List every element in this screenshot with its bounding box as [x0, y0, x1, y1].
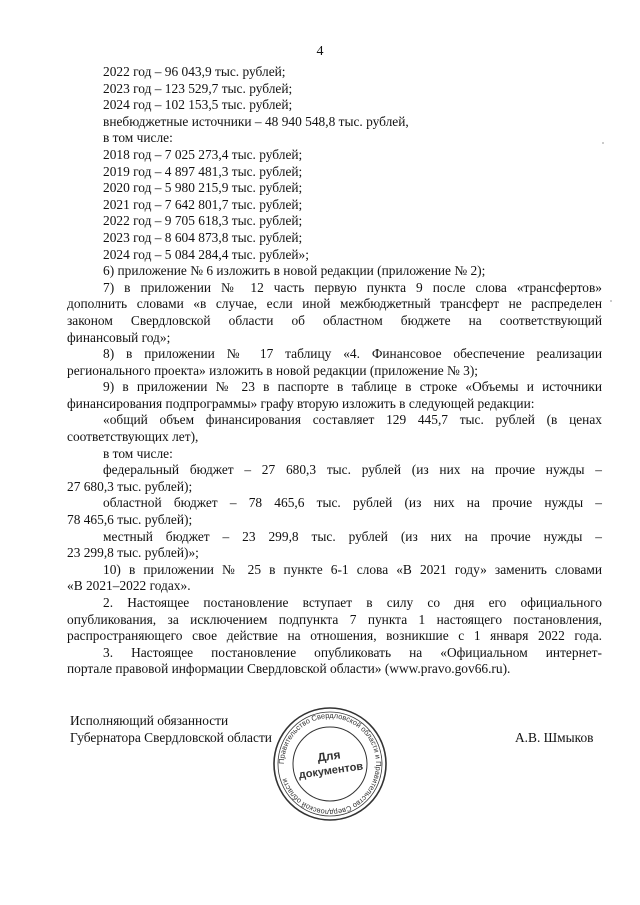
text-line: в том числе: — [103, 130, 173, 146]
text-line: 2018 год – 7 025 273,4 тыс. рублей; — [103, 146, 303, 162]
text-line: «В 2021–2022 годах». — [67, 578, 191, 594]
text-line: дополнить словами «в случае, если иной межбюджетный трансферт не распределен — [67, 296, 602, 312]
text-line: 2022 год – 9 705 618,3 тыс. рублей; — [103, 213, 303, 229]
official-seal — [270, 704, 390, 824]
signatory-title-line2: Губернатора Свердловской области — [70, 730, 272, 745]
text-line: местный бюджет – 23 299,8 тыс. рублей (из них на прочие нужды – — [103, 528, 602, 544]
text-line: «общий объем финансирования составляет 129 445,7 тыс. рублей (в ценах — [103, 412, 602, 428]
seal-ring-textpath: Правительство Свердловской области и Правительство Свердловской области — [276, 710, 384, 818]
text-line: 78 465,6 тыс. рублей); — [67, 512, 193, 528]
signatory-title-line1: Исполняющий обязанности — [70, 713, 229, 728]
text-line: 3. Настоящее постановление опубликовать на «Официальном интернет- — [103, 644, 602, 660]
text-line: 2023 год – 8 604 873,8 тыс. рублей; — [103, 229, 303, 245]
scan-speck — [610, 300, 612, 302]
text-line: областной бюджет – 78 465,6 тыс. рублей (из них на прочие нужды – — [103, 495, 602, 511]
text-line: 8) в приложении № 17 таблицу «4. Финансовое обеспечение реализации — [103, 346, 602, 362]
text-line: 2021 год – 7 642 801,7 тыс. рублей; — [103, 196, 303, 212]
document-body — [67, 64, 602, 678]
seal-center-line1: Для — [316, 747, 342, 765]
text-line: в том числе: — [103, 445, 173, 461]
text-line: 27 680,3 тыс. рублей); — [67, 478, 193, 494]
text-line: законом Свердловской области об областном бюджете на соответствующий — [67, 312, 602, 328]
seal-center-line2: документов — [298, 760, 364, 782]
text-line: портале правовой информации Свердловской области» (www.pravo.gov66.ru). — [67, 661, 511, 677]
page-number: 4 — [316, 44, 324, 59]
text-line: 23 299,8 тыс. рублей)»; — [67, 545, 199, 561]
text-line: федеральный бюджет – 27 680,3 тыс. рублей (из них на прочие нужды – — [103, 462, 602, 478]
text-line: 2024 год – 102 153,5 тыс. рублей; — [103, 97, 293, 113]
text-line: 2020 год – 5 980 215,9 тыс. рублей; — [103, 180, 303, 196]
text-line: 6) приложение № 6 изложить в новой редакции (приложение № 2); — [103, 263, 486, 279]
text-line: 2. Настоящее постановление вступает в силу со дня его официального — [103, 595, 602, 610]
text-line: 2022 год – 96 043,9 тыс. рублей; — [103, 64, 286, 79]
text-line: финансирования подпрограммы» графу вторую изложить в следующей редакции: — [67, 395, 535, 411]
text-line: 9) в приложении № 23 в паспорте в таблице в строке «Объемы и источники — [103, 379, 602, 395]
text-line: 10) в приложении № 25 в пункте 6-1 слова «В 2021 году» заменить словами — [103, 561, 602, 577]
text-line: регионального проекта» изложить в новой редакции (приложение № 3); — [67, 362, 479, 378]
text-line: 2023 год – 123 529,7 тыс. рублей; — [103, 80, 293, 96]
text-line: внебюджетные источники – 48 940 548,8 тыс. рублей, — [103, 113, 409, 129]
text-line: опубликования, за исключением подпункта 7 пункта 1 настоящего постановления, — [67, 611, 602, 627]
signatory-name: А.В. Шмыков — [515, 730, 594, 745]
text-line: соответствующих лет), — [67, 429, 199, 445]
text-line: 7) в приложении № 12 часть первую пункта 9 после слова «трансфертов» — [103, 279, 602, 295]
scan-speck — [602, 142, 604, 144]
text-line: 2019 год – 4 897 481,3 тыс. рублей; — [103, 163, 303, 179]
text-line: 2024 год – 5 084 284,4 тыс. рублей»; — [103, 246, 309, 262]
text-line: финансовый год»; — [67, 329, 171, 345]
text-line: распространяющего свое действие на отношения, возникшие с 1 января 2022 года. — [67, 628, 602, 644]
